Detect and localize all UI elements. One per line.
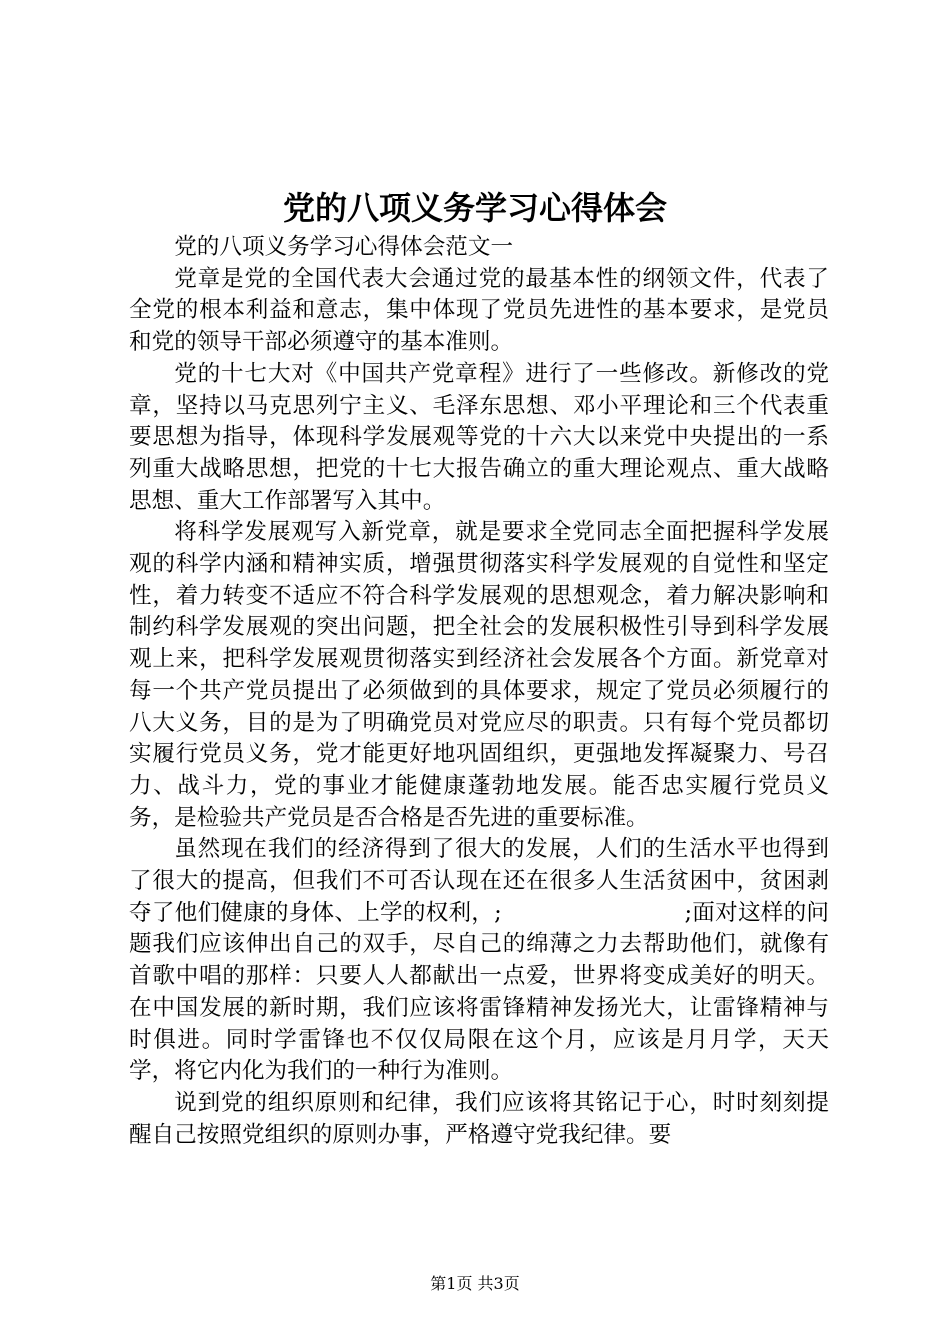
paragraph-3: 将科学发展观写入新党章，就是要求全党同志全面把握科学发展观的科学内涵和精神实质，增强贯彻落实科学发展观的自觉性和坚定性，着力转变不适应不符合科学发展观的思想观念，着力解决影响和制约科学发展观的突出问题，把全社会的发展积极性引导到科学发展观上来，把科学发展观贯彻落实到经济社会发展各个方面。新党章对每一个共产党员提出了必须做到的具体要求，规定了党员必须履行的八大义务，目的是为了明确党员对党应尽的职责。只有每个党员都切实履行党员义务，党才能更好地巩固组织，更强地发挥凝聚力、号召力、战斗力，党的事业才能健康蓬勃地发展。能否忠实履行党员义务，是检验共产党员是否合格是否先进的重要标准。 xyxy=(129,519,829,831)
paragraph-5: 说到党的组织原则和纪律，我们应该将其铭记于心，时时刻刻提醒自己按照党组织的原则办事，严格遵守党我纪律。要 xyxy=(129,1089,829,1148)
page-title: 党的八项义务学习心得体会 xyxy=(282,189,667,227)
document-body xyxy=(129,232,829,1151)
paragraph-1: 党章是党的全国代表大会通过党的最基本性的纲领文件，代表了全党的根本利益和意志，集中体现了党员先进性的基本要求，是党员和党的领导干部必须遵守的基本准则。 xyxy=(129,265,829,356)
document-subtitle: 党的八项义务学习心得体会范文一 xyxy=(174,234,514,260)
page-footer: 第1页 共3页 xyxy=(430,1274,520,1293)
paragraph-4: 虽然现在我们的经济得到了很大的发展，人们的生活水平也得到了很大的提高，但我们不可否认现在还在很多人生活贫困中，贫困剥夺了他们健康的身体、上学的权利，; ;面对这样的问题我们应该伸出自己的双手，尽自己的绵薄之力去帮助他们，就像有首歌中唱的那样：只要人人都献出一点爱，世界将变成美好的明天。在中国发展的新时期，我们应该将雷锋精神发扬光大，让雷锋精神与时俱进。同时学雷锋也不仅仅局限在这个月，应该是月月学，天天学，将它内化为我们的一种行为准则。 xyxy=(129,836,829,1085)
paragraph-2: 党的十七大对《中国共产党章程》进行了一些修改。新修改的党章，坚持以马克思列宁主义、毛泽东思想、邓小平理论和三个代表重要思想为指导，体现科学发展观等党的十六大以来党中央提出的一系列重大战略思想，把党的十七大报告确立的重大理论观点、重大战略思想、重大工作部署写入其中。 xyxy=(129,360,829,514)
